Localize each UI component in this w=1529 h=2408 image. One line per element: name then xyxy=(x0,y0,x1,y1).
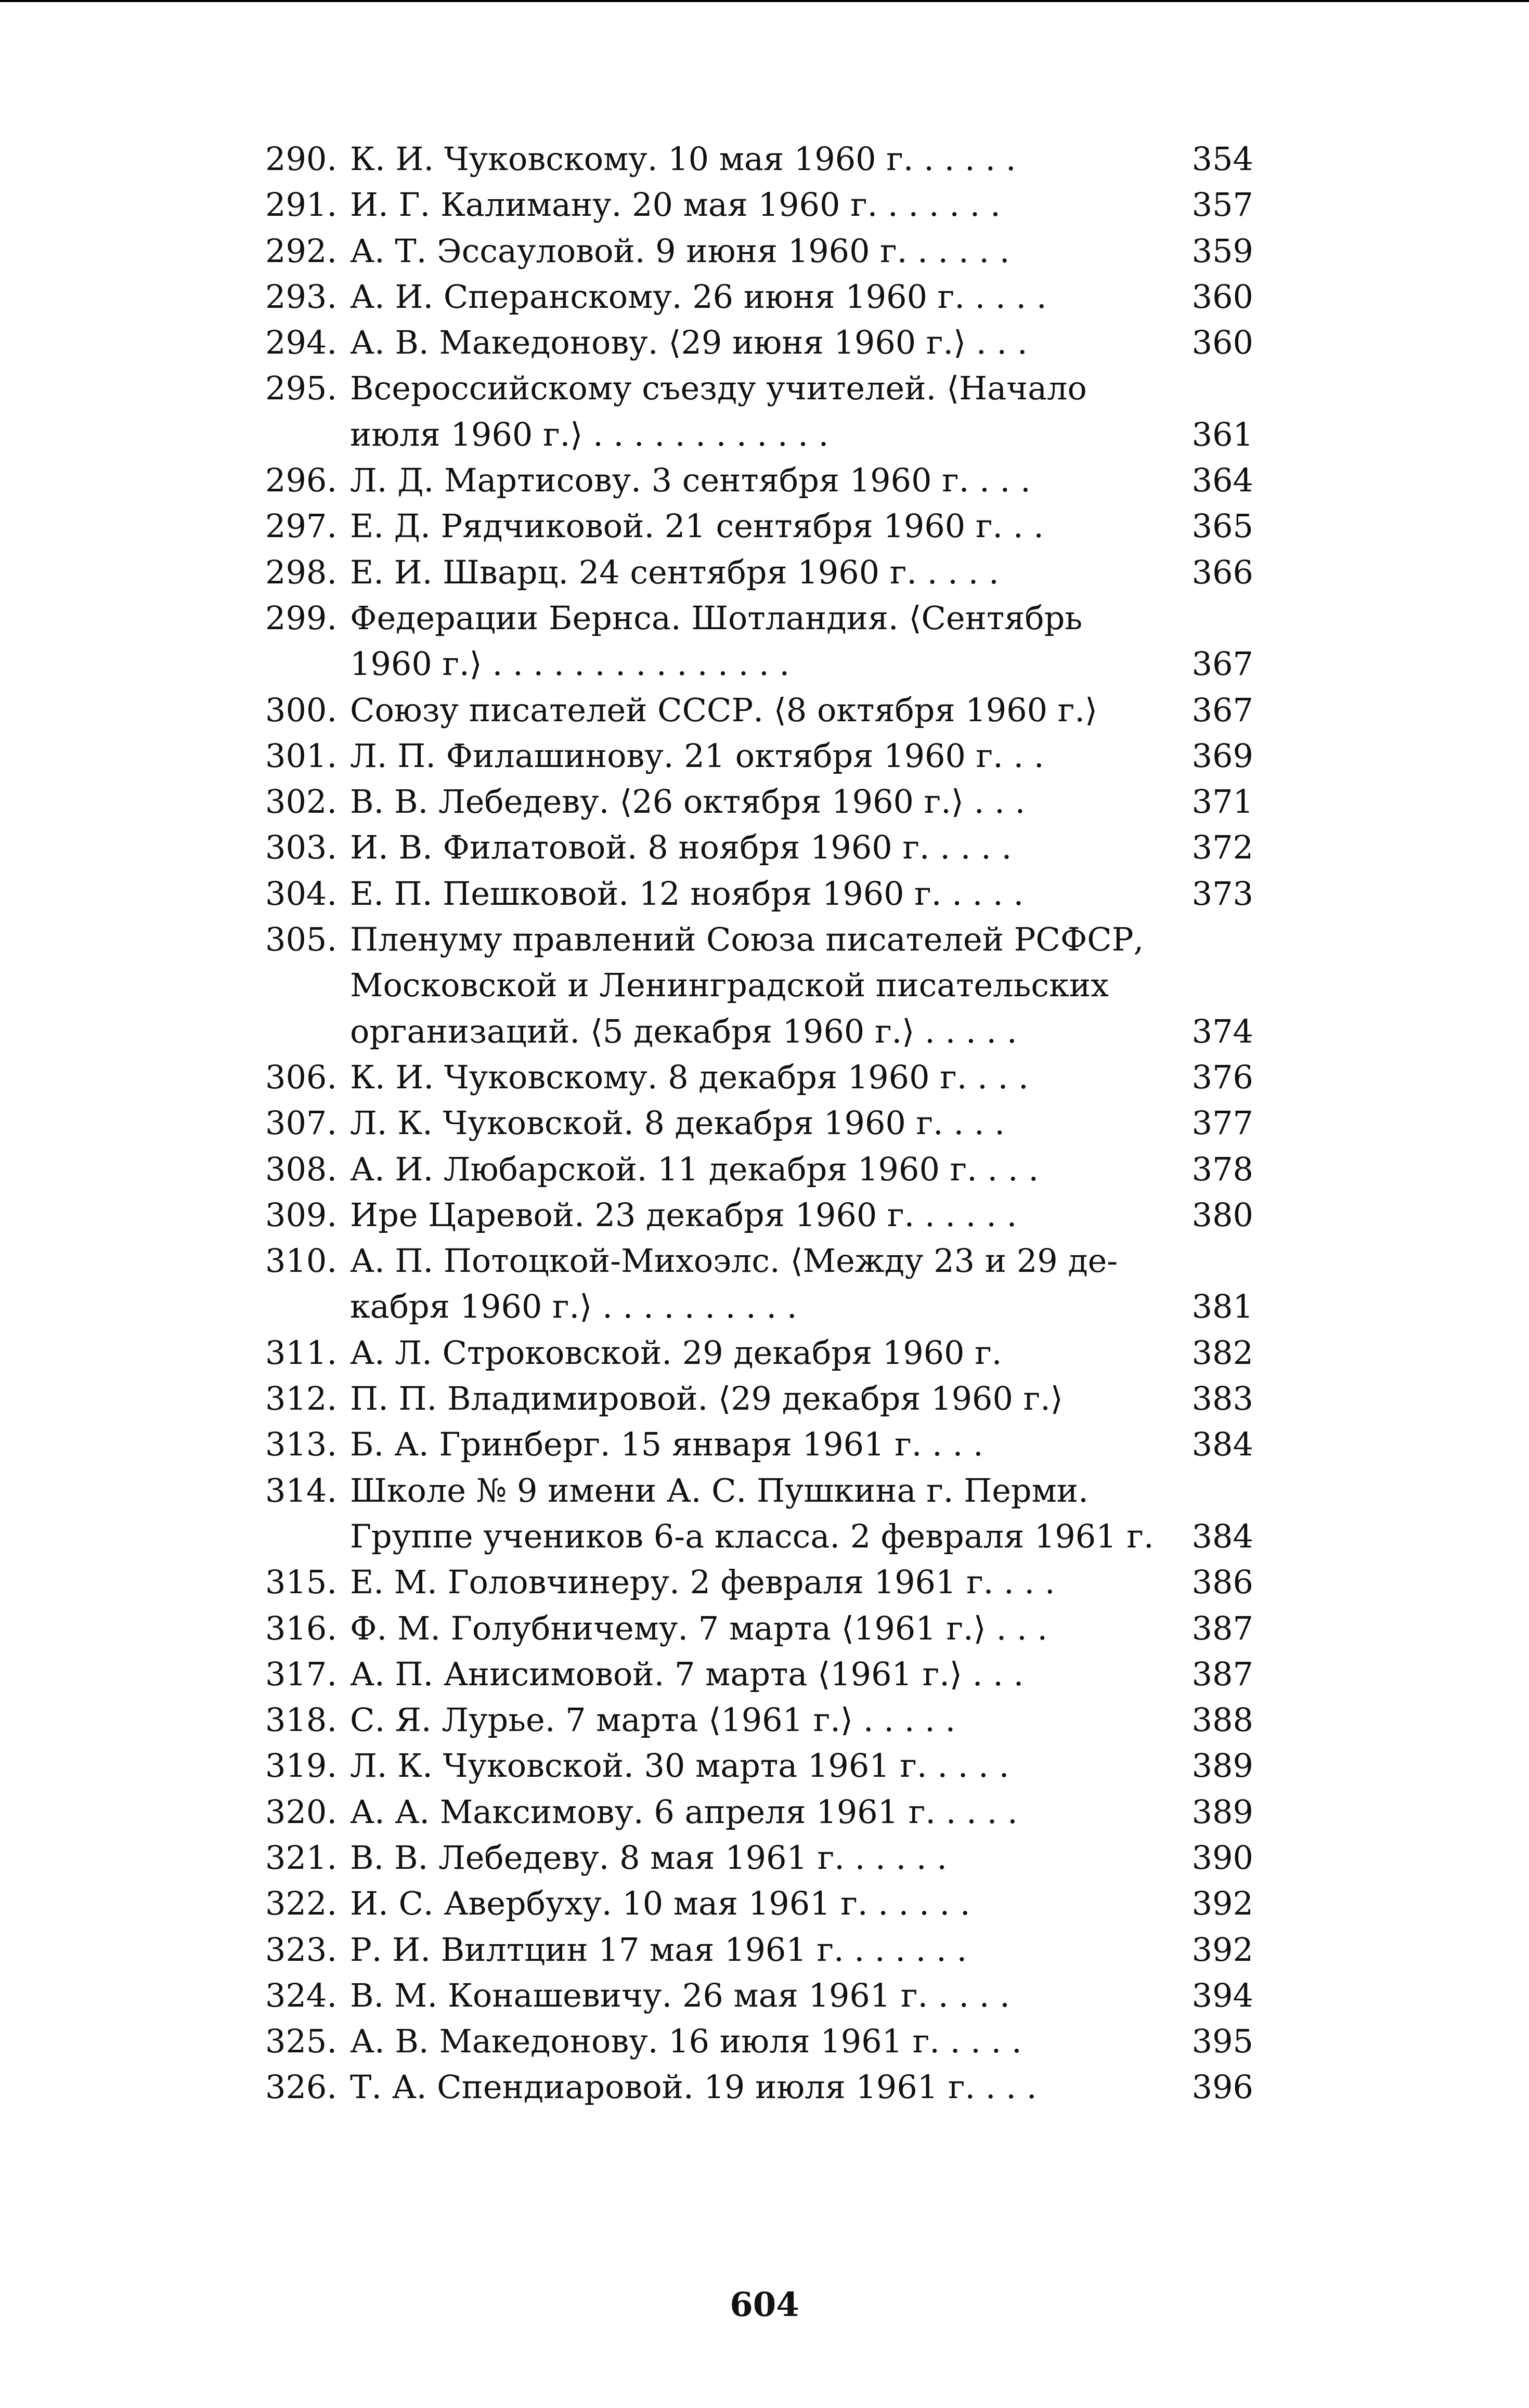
toc-entry-line xyxy=(265,1743,1253,1789)
entry-number: 296. xyxy=(265,461,338,500)
toc-entry-line xyxy=(265,1238,1253,1284)
toc-entry-line xyxy=(265,2019,1253,2064)
entry-title: В. В. Лебедеву. 8 мая 1961 г. . . . . . xyxy=(350,1838,947,1877)
toc-entry xyxy=(265,917,1253,1055)
toc-entry xyxy=(265,1147,1253,1192)
entry-title: Л. П. Филашинову. 21 октября 1960 г. . . xyxy=(350,736,1044,775)
entry-number: 305. xyxy=(265,920,338,959)
toc-entry xyxy=(265,1376,1253,1422)
entry-page-number: 383 xyxy=(1191,1379,1253,1418)
toc-entry xyxy=(265,1559,1253,1605)
toc-entry xyxy=(265,871,1253,917)
toc-entry xyxy=(265,779,1253,825)
entry-title: Ф. М. Голубничему. 7 марта ⟨1961 г.⟩ . . . xyxy=(350,1609,1048,1647)
entry-title: Группе учеников 6-а класса. 2 февраля 1961 г. xyxy=(350,1517,1154,1555)
table-of-contents xyxy=(265,136,1253,2111)
entry-page-number: 386 xyxy=(1191,1563,1253,1602)
entry-number: 324. xyxy=(265,1976,338,2014)
toc-entry-line xyxy=(265,595,1253,641)
toc-entry xyxy=(265,182,1253,228)
entry-title: А. И. Сперанскому. 26 июня 1960 г. . . . . xyxy=(350,277,1047,316)
entry-title: Е. М. Головчинеру. 2 февраля 1961 г. . . . xyxy=(350,1563,1055,1602)
entry-number: 306. xyxy=(265,1058,338,1096)
toc-entry xyxy=(265,1192,1253,1238)
entry-title: А. В. Македонову. ⟨29 июня 1960 г.⟩ . . . xyxy=(350,323,1028,362)
toc-entry-line xyxy=(265,733,1253,779)
toc-entry-line xyxy=(265,779,1253,825)
toc-entry xyxy=(265,1055,1253,1100)
entry-number: 318. xyxy=(265,1701,338,1739)
entry-title: Е. Д. Рядчиковой. 21 сентября 1960 г. . . xyxy=(350,507,1044,545)
toc-entry-line xyxy=(265,1973,1253,2019)
toc-entry xyxy=(265,1927,1253,1973)
toc-entry-line xyxy=(265,1055,1253,1100)
entry-title: Л. К. Чуковской. 30 марта 1961 г. . . . . xyxy=(350,1747,1009,1785)
entry-page-number: 380 xyxy=(1191,1195,1253,1234)
entry-number: 292. xyxy=(265,231,338,270)
entry-title: Федерации Бернса. Шотландия. ⟨Сентябрь xyxy=(350,598,1083,637)
entry-title: Е. П. Пешковой. 12 ноября 1960 г. . . . . xyxy=(350,874,1024,913)
entry-page-number: 376 xyxy=(1191,1058,1253,1096)
entry-title: А. П. Анисимовой. 7 марта ⟨1961 г.⟩ . . . xyxy=(350,1655,1024,1693)
toc-entry xyxy=(265,1606,1253,1651)
entry-title: кабря 1960 г.⟩ . . . . . . . . . . xyxy=(350,1287,797,1326)
toc-entry xyxy=(265,2064,1253,2110)
toc-entry-line xyxy=(265,1606,1253,1651)
toc-entry xyxy=(265,228,1253,274)
toc-entry xyxy=(265,1100,1253,1146)
entry-number: 310. xyxy=(265,1242,338,1280)
toc-entry-line xyxy=(265,871,1253,917)
entry-page-number: 364 xyxy=(1191,461,1253,500)
entry-number: 311. xyxy=(265,1333,338,1372)
entry-page-number: 371 xyxy=(1191,783,1253,821)
entry-number: 304. xyxy=(265,874,338,913)
toc-entry-line xyxy=(265,1009,1253,1055)
entry-title: Р. И. Вилтцин 17 мая 1961 г. . . . . . . xyxy=(350,1930,967,1969)
toc-entry xyxy=(265,274,1253,320)
entry-title: А. В. Македонову. 16 июля 1961 г. . . . . xyxy=(350,2022,1022,2061)
entry-title: 1960 г.⟩ . . . . . . . . . . . . . . . xyxy=(350,645,790,683)
toc-entry xyxy=(265,320,1253,366)
entry-page-number: 384 xyxy=(1191,1425,1253,1464)
toc-entry xyxy=(265,366,1253,458)
entry-number: 298. xyxy=(265,553,338,591)
entry-number: 301. xyxy=(265,736,338,775)
entry-page-number: 396 xyxy=(1191,2068,1253,2106)
toc-entry-line xyxy=(265,228,1253,274)
entry-number: 317. xyxy=(265,1655,338,1693)
toc-entry-line xyxy=(265,1330,1253,1376)
toc-entry xyxy=(265,503,1253,549)
toc-entry xyxy=(265,1422,1253,1467)
entry-number: 309. xyxy=(265,1195,338,1234)
entry-page-number: 366 xyxy=(1191,553,1253,591)
entry-title: И. В. Филатовой. 8 ноября 1960 г. . . . . xyxy=(350,828,1012,867)
entry-title: июля 1960 г.⟩ . . . . . . . . . . . . xyxy=(350,415,829,453)
entry-title: А. А. Максимову. 6 апреля 1961 г. . . . . xyxy=(350,1792,1018,1831)
entry-number: 316. xyxy=(265,1609,338,1647)
toc-entry-line xyxy=(265,1927,1253,1973)
entry-number: 323. xyxy=(265,1930,338,1969)
toc-entry-line xyxy=(265,962,1253,1008)
entry-title: И. С. Авербуху. 10 мая 1961 г. . . . . . xyxy=(350,1884,970,1923)
entry-number: 322. xyxy=(265,1884,338,1923)
entry-title: Союзу писателей СССР. ⟨8 октября 1960 г.⟩ xyxy=(350,691,1098,729)
toc-entry-line xyxy=(265,687,1253,733)
entry-title: организаций. ⟨5 декабря 1960 г.⟩ . . . . . xyxy=(350,1012,1017,1050)
entry-page-number: 377 xyxy=(1191,1104,1253,1142)
toc-entry-line xyxy=(265,366,1253,411)
entry-number: 297. xyxy=(265,507,338,545)
entry-title: Московской и Ленинградской писательских xyxy=(350,966,1109,1005)
toc-entry-line xyxy=(265,1376,1253,1422)
entry-title: Л. К. Чуковской. 8 декабря 1960 г. . . . xyxy=(350,1104,1005,1142)
entry-title: Школе № 9 имени А. С. Пушкина г. Перми. xyxy=(350,1471,1089,1509)
entry-page-number: 367 xyxy=(1191,645,1253,683)
entry-title: А. Т. Эссауловой. 9 июня 1960 г. . . . . . xyxy=(350,231,1010,270)
entry-title: Л. Д. Мартисову. 3 сентября 1960 г. . . . xyxy=(350,461,1031,500)
entry-page-number: 360 xyxy=(1191,277,1253,316)
entry-page-number: 389 xyxy=(1191,1747,1253,1785)
toc-entry-line xyxy=(265,1514,1253,1559)
entry-page-number: 357 xyxy=(1191,186,1253,224)
toc-entry-line xyxy=(265,641,1253,687)
entry-number: 326. xyxy=(265,2068,338,2106)
toc-entry-line xyxy=(265,182,1253,228)
entry-number: 312. xyxy=(265,1379,338,1418)
entry-page-number: 369 xyxy=(1191,736,1253,775)
entry-page-number: 373 xyxy=(1191,874,1253,913)
entry-page-number: 359 xyxy=(1191,231,1253,270)
entry-number: 321. xyxy=(265,1838,338,1877)
entry-title: Пленуму правлений Союза писателей РСФСР, xyxy=(350,920,1144,959)
entry-number: 300. xyxy=(265,691,338,729)
entry-number: 307. xyxy=(265,1104,338,1142)
entry-title: А. И. Любарской. 11 декабря 1960 г. . . . xyxy=(350,1150,1039,1188)
entry-number: 299. xyxy=(265,598,338,637)
toc-entry-line xyxy=(265,503,1253,549)
entry-number: 295. xyxy=(265,369,338,408)
entry-page-number: 372 xyxy=(1191,828,1253,867)
entry-page-number: 392 xyxy=(1191,1930,1253,1969)
toc-entry-line xyxy=(265,550,1253,595)
page-number: 604 xyxy=(730,2285,799,2324)
entry-title: И. Г. Калиману. 20 мая 1960 г. . . . . . . xyxy=(350,186,1001,224)
toc-entry xyxy=(265,687,1253,733)
toc-entry-line xyxy=(265,1559,1253,1605)
toc-entry xyxy=(265,136,1253,182)
entry-page-number: 367 xyxy=(1191,691,1253,729)
entry-page-number: 354 xyxy=(1191,140,1253,178)
toc-entry xyxy=(265,2019,1253,2064)
entry-page-number: 389 xyxy=(1191,1792,1253,1831)
entry-title: К. И. Чуковскому. 10 мая 1960 г. . . . . . xyxy=(350,140,1016,178)
entry-number: 303. xyxy=(265,828,338,867)
entry-title: К. И. Чуковскому. 8 декабря 1960 г. . . . xyxy=(350,1058,1029,1096)
toc-entry-line xyxy=(265,1697,1253,1743)
toc-entry-line xyxy=(265,1835,1253,1881)
entry-page-number: 394 xyxy=(1191,1976,1253,2014)
toc-entry-line xyxy=(265,1100,1253,1146)
entry-number: 314. xyxy=(265,1471,338,1509)
toc-entry-line xyxy=(265,274,1253,320)
entry-page-number: 361 xyxy=(1191,415,1253,453)
toc-entry xyxy=(265,1835,1253,1881)
entry-page-number: 374 xyxy=(1191,1012,1253,1050)
toc-entry-line xyxy=(265,136,1253,182)
toc-entry-line xyxy=(265,1468,1253,1514)
entry-number: 302. xyxy=(265,783,338,821)
toc-entry-line xyxy=(265,1284,1253,1330)
toc-entry-line xyxy=(265,1789,1253,1835)
entry-title: В. М. Конашевичу. 26 мая 1961 г. . . . . xyxy=(350,1976,1010,2014)
toc-entry-line xyxy=(265,825,1253,870)
entry-number: 291. xyxy=(265,186,338,224)
toc-entry-line xyxy=(265,458,1253,503)
entry-page-number: 387 xyxy=(1191,1655,1253,1693)
toc-entry-line xyxy=(265,412,1253,458)
entry-number: 290. xyxy=(265,140,338,178)
toc-entry xyxy=(265,1881,1253,1927)
entry-page-number: 390 xyxy=(1191,1838,1253,1877)
toc-entry-line xyxy=(265,1147,1253,1192)
toc-entry xyxy=(265,1743,1253,1789)
toc-entry-line xyxy=(265,320,1253,366)
entry-page-number: 378 xyxy=(1191,1150,1253,1188)
entry-page-number: 387 xyxy=(1191,1609,1253,1647)
toc-entry xyxy=(265,595,1253,687)
entry-number: 294. xyxy=(265,323,338,362)
entry-title: Ире Царевой. 23 декабря 1960 г. . . . . . xyxy=(350,1195,1017,1234)
entry-page-number: 388 xyxy=(1191,1701,1253,1739)
entry-page-number: 360 xyxy=(1191,323,1253,362)
entry-page-number: 365 xyxy=(1191,507,1253,545)
toc-entry xyxy=(265,1651,1253,1697)
entry-title: Б. А. Гринберг. 15 января 1961 г. . . . xyxy=(350,1425,983,1464)
toc-entry xyxy=(265,733,1253,779)
entry-number: 308. xyxy=(265,1150,338,1188)
top-rule xyxy=(0,0,1529,2)
toc-entry-line xyxy=(265,1192,1253,1238)
toc-entry-line xyxy=(265,1651,1253,1697)
entry-page-number: 382 xyxy=(1191,1333,1253,1372)
toc-entry-line xyxy=(265,2064,1253,2110)
entry-title: А. П. Потоцкой-Михоэлс. ⟨Между 23 и 29 де- xyxy=(350,1242,1118,1280)
entry-number: 315. xyxy=(265,1563,338,1602)
toc-entry-line xyxy=(265,1422,1253,1467)
entry-page-number: 381 xyxy=(1191,1287,1253,1326)
entry-title: В. В. Лебедеву. ⟨26 октября 1960 г.⟩ . . . xyxy=(350,783,1026,821)
toc-entry xyxy=(265,1468,1253,1560)
entry-number: 313. xyxy=(265,1425,338,1464)
entry-title: С. Я. Лурье. 7 марта ⟨1961 г.⟩ . . . . . xyxy=(350,1701,956,1739)
toc-entry xyxy=(265,1238,1253,1330)
entry-page-number: 395 xyxy=(1191,2022,1253,2061)
entry-title: Т. А. Спендиаровой. 19 июля 1961 г. . . . xyxy=(350,2068,1037,2106)
entry-title: Всероссийскому съезду учителей. ⟨Начало xyxy=(350,369,1087,408)
toc-entry xyxy=(265,1697,1253,1743)
toc-entry-line xyxy=(265,1881,1253,1927)
entry-number: 293. xyxy=(265,277,338,316)
toc-entry xyxy=(265,1330,1253,1376)
toc-entry xyxy=(265,1789,1253,1835)
toc-entry xyxy=(265,1973,1253,2019)
toc-entry-line xyxy=(265,917,1253,962)
entry-title: Е. И. Шварц. 24 сентября 1960 г. . . . . xyxy=(350,553,999,591)
toc-entry xyxy=(265,458,1253,503)
entry-title: А. Л. Строковской. 29 декабря 1960 г. xyxy=(350,1333,1002,1372)
entry-page-number: 384 xyxy=(1191,1517,1253,1555)
toc-entry xyxy=(265,825,1253,870)
entry-number: 325. xyxy=(265,2022,338,2061)
entry-title: П. П. Владимировой. ⟨29 декабря 1960 г.⟩ xyxy=(350,1379,1063,1418)
entry-page-number: 392 xyxy=(1191,1884,1253,1923)
entry-number: 319. xyxy=(265,1747,338,1785)
toc-entry xyxy=(265,550,1253,595)
entry-number: 320. xyxy=(265,1792,338,1831)
